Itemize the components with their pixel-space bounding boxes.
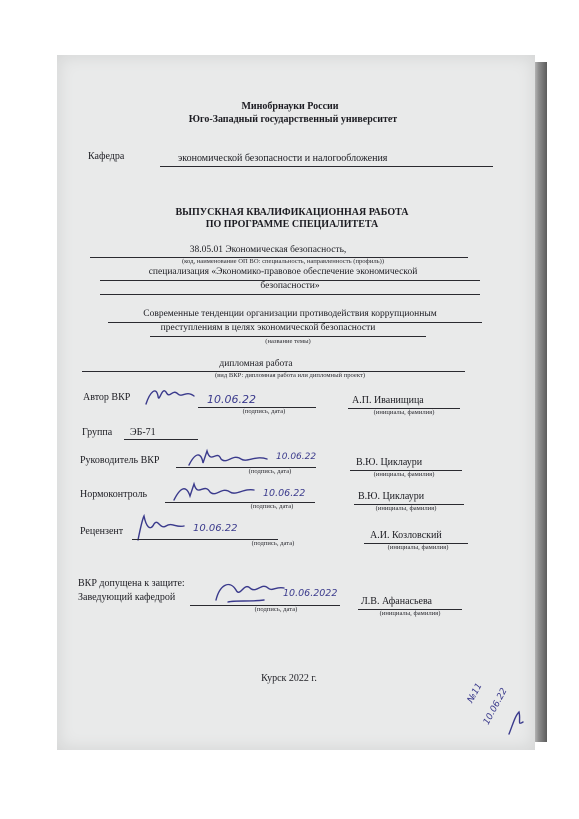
department-underline <box>160 166 493 167</box>
topic-line2: преступлениям в целях экономической безопасности <box>160 323 376 333</box>
city-year: Курск 2022 г. <box>261 673 317 684</box>
work-type-caption: (вид ВКР: дипломная работа или дипломный проект) <box>214 372 366 379</box>
supervisor-name: В.Ю. Циклаури <box>356 457 423 468</box>
reviewer-name-caption: (инициалы, фамилия) <box>387 544 449 551</box>
university-heading: Юго-Западный государственный университет <box>188 114 398 125</box>
group-underline <box>124 439 198 440</box>
topic-line1: Современные тенденции организации противодействия коррупционным <box>143 309 437 319</box>
specialization-underline2 <box>100 294 480 295</box>
group-label: Группа <box>82 427 113 438</box>
author-sig-caption: (подпись, дата) <box>242 408 286 415</box>
reviewer-date: 10.06.22 <box>193 523 238 534</box>
author-date: 10.06.22 <box>207 393 256 406</box>
author-name: А.П. Иванищица <box>352 395 424 406</box>
topic-caption: (название темы) <box>265 338 311 345</box>
head-name: Л.В. Афанасьева <box>361 596 432 607</box>
department-label: Кафедра <box>88 151 125 162</box>
author-signature <box>142 382 202 412</box>
normcontrol-name: В.Ю. Циклаури <box>358 491 425 502</box>
normcontrol-date: 10.06.22 <box>263 488 306 499</box>
page-edge-shadow <box>533 62 547 742</box>
normcontrol-name-caption: (инициалы, фамилия) <box>375 505 437 512</box>
program-caption: (код, наименование ОП ВО: специальность, направленность (профиль)) <box>181 258 385 265</box>
handwritten-note-date: 10.06.22 <box>482 686 510 727</box>
normcontrol-label: Нормоконтроль <box>80 489 148 500</box>
author-name-caption: (инициалы, фамилия) <box>373 409 435 416</box>
supervisor-sig-caption: (подпись, дата) <box>248 468 292 475</box>
normcontrol-sig-caption: (подпись, дата) <box>250 503 294 510</box>
topic-underline2 <box>150 336 426 337</box>
specialization-line2: безопасности» <box>260 281 320 291</box>
reviewer-name: А.И. Козловский <box>370 530 442 541</box>
supervisor-date: 10.06.22 <box>276 452 317 462</box>
admission-heading: ВКР допущена к защите: <box>78 578 185 589</box>
reviewer-sig-caption: (подпись, дата) <box>251 540 295 547</box>
supervisor-label: Руководитель ВКР <box>80 455 160 466</box>
department-value: экономической безопасности и налогообложения <box>178 153 388 164</box>
head-of-department-label: Заведующий кафедрой <box>78 592 176 603</box>
program-code: 38.05.01 Экономическая безопасность, <box>189 245 347 255</box>
work-title-line1: ВЫПУСКНАЯ КВАЛИФИКАЦИОННАЯ РАБОТА <box>175 207 409 218</box>
supervisor-signature-line <box>176 467 316 468</box>
head-name-caption: (инициалы, фамилия) <box>379 610 441 617</box>
handwritten-note-scribble <box>505 708 527 738</box>
work-title-line2: ПО ПРОГРАММЕ СПЕЦИАЛИТЕТА <box>205 219 379 230</box>
specialization-line1: специализация «Экономико-правовое обеспечение экономической <box>148 267 418 277</box>
handwritten-note-number: №11 <box>466 681 485 705</box>
ministry-heading: Минобрнауки России <box>241 101 339 112</box>
reviewer-label: Рецензент <box>80 526 124 537</box>
supervisor-name-caption: (инициалы, фамилия) <box>373 471 435 478</box>
author-label: Автор ВКР <box>83 392 131 403</box>
head-sig-caption: (подпись, дата) <box>254 606 298 613</box>
group-value: ЭБ-71 <box>130 427 156 438</box>
work-type-value: дипломная работа <box>219 359 293 369</box>
head-date: 10.06.2022 <box>283 588 338 599</box>
normcontrol-signature <box>170 478 260 508</box>
